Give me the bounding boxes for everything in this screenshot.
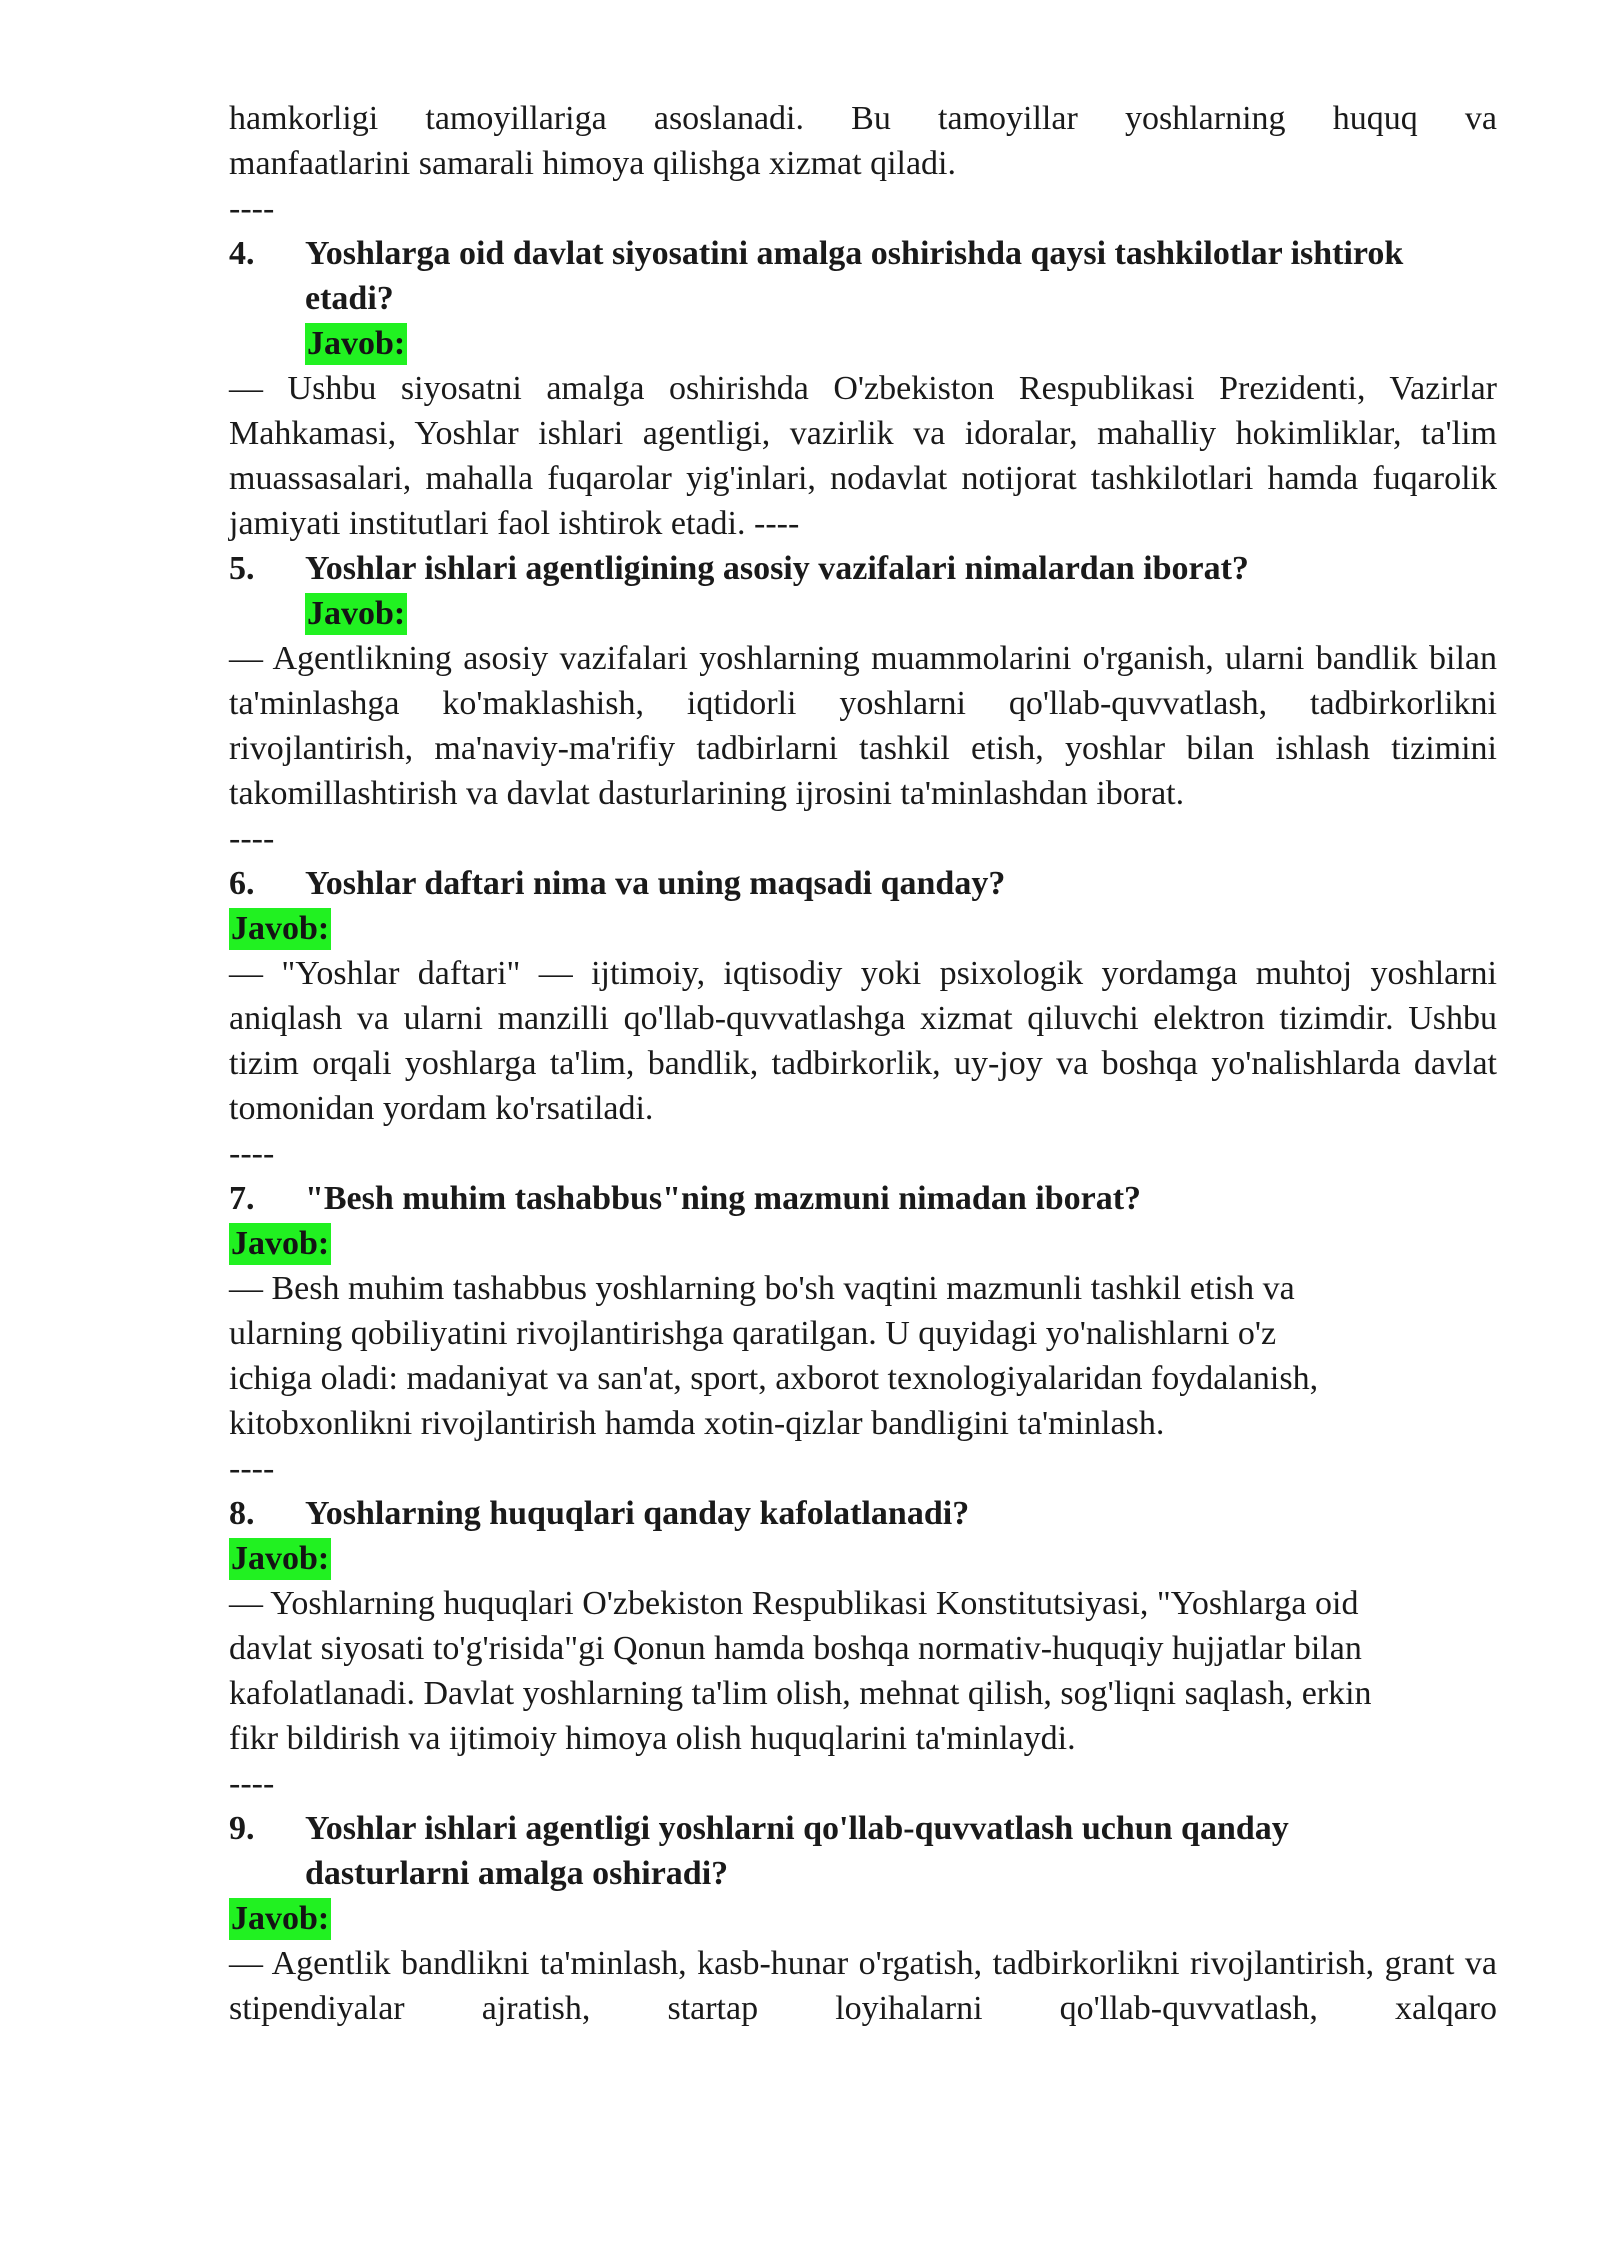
- separator: ----: [229, 1135, 275, 1172]
- javob-label: Javob:: [229, 1223, 331, 1265]
- answer-8-line: davlat siyosati to'g'risida"gi Qonun hamda boshqa normativ-huquqiy hujjatlar bilan: [229, 1630, 1362, 1667]
- question-text: Yoshlar ishlari agentligining asosiy vazifalari nimalardan iborat?: [305, 550, 1249, 587]
- separator: ----: [229, 820, 275, 857]
- answer-7-line: kitobxonlikni rivojlantirish hamda xotin-qizlar bandligini ta'minlash.: [229, 1405, 1165, 1442]
- document-page: [229, 96, 1497, 2031]
- answer-7-line: — Besh muhim tashabbus yoshlarning bo'sh vaqtini mazmunli tashkil etish va: [229, 1270, 1295, 1307]
- javob-label: Javob:: [229, 1898, 331, 1940]
- question-6: [229, 861, 1497, 906]
- intro-line-2: manfaatlarini samarali himoya qilishga xizmat qiladi.: [229, 145, 956, 182]
- question-number: 4.: [229, 235, 255, 272]
- javob-label: Javob:: [305, 323, 407, 365]
- answer-8-line: — Yoshlarning huquqlari O'zbekiston Respublikasi Konstitutsiyasi, "Yoshlarga oid: [229, 1585, 1359, 1622]
- question-number: 5.: [229, 550, 255, 587]
- answer-8-line: fikr bildirish va ijtimoiy himoya olish huquqlarini ta'minlaydi.: [229, 1720, 1076, 1757]
- question-number: 6.: [229, 865, 255, 902]
- question-text: Yoshlar ishlari agentligi yoshlarni qo'llab-quvvatlash uchun qanday dasturlarni amalga oshiradi?: [305, 1810, 1289, 1892]
- answer-7-line: ularning qobiliyatini rivojlantirishga qaratilgan. U quyidagi yo'nalishlarni o'z: [229, 1315, 1277, 1352]
- separator: ----: [229, 1765, 275, 1802]
- separator: ----: [229, 1450, 275, 1487]
- question-number: 9.: [229, 1810, 255, 1847]
- answer-9: — Agentlik bandlikni ta'minlash, kasb-hunar o'rgatish, tadbirkorlikni rivojlantirish, grant va stipendiyalar ajratish, startap loyihalarni qo'llab-quvvatlash, xalqaro: [229, 1945, 1497, 2027]
- question-text: Yoshlarning huquqlari qanday kafolatlanadi?: [305, 1495, 970, 1532]
- javob-label: Javob:: [229, 1538, 331, 1580]
- javob-label: Javob:: [229, 908, 331, 950]
- answer-5: — Agentlikning asosiy vazifalari yoshlarning muammolarini o'rganish, ularni bandlik bilan ta'minlashga ko'maklashish, iqtidorli yoshlarni qo'llab-quvvatlash, tadbirkorlikni rivojlantirish, ma'naviy-ma'rifiy tadbirlarni tashkil etish, yoshlar bilan ishlash tizimini takomillashtirish va davlat dasturlarining ijrosini ta'minlashdan iborat.: [229, 640, 1497, 812]
- answer-7-line: ichiga oladi: madaniyat va san'at, sport, axborot texnologiyalaridan foydalanish,: [229, 1360, 1319, 1397]
- question-text: Yoshlar daftari nima va uning maqsadi qanday?: [305, 865, 1006, 902]
- answer-4: — Ushbu siyosatni amalga oshirishda O'zbekiston Respublikasi Prezidenti, Vazirlar Mahkamasi, Yoshlar ishlari agentligi, vazirlik va idoralar, mahalliy hokimliklar, ta'lim muassasalari, mahalla fuqarolar yig'inlari, nodavlat notijorat tashkilotlari hamda fuqarolik jamiyati institutlari faol ishtirok etadi. ----: [229, 370, 1497, 542]
- question-number: 7.: [229, 1180, 255, 1217]
- question-number: 8.: [229, 1495, 255, 1532]
- question-text: "Besh muhim tashabbus"ning mazmuni nimadan iborat?: [305, 1180, 1142, 1217]
- answer-8-line: kafolatlanadi. Davlat yoshlarning ta'lim olish, mehnat qilish, sog'liqni saqlash, erkin: [229, 1675, 1372, 1712]
- question-4: [229, 231, 1497, 321]
- question-8: [229, 1491, 1497, 1536]
- question-7: [229, 1176, 1497, 1221]
- separator: ----: [229, 190, 275, 227]
- question-5: [229, 546, 1497, 591]
- question-text: Yoshlarga oid davlat siyosatini amalga oshirishda qaysi tashkilotlar ishtirok etadi?: [305, 235, 1404, 317]
- answer-6: — "Yoshlar daftari" — ijtimoiy, iqtisodiy yoki psixologik yordamga muhtoj yoshlarni aniqlash va ularni manzilli qo'llab-quvvatlashga xizmat qiluvchi elektron tizimdir. Ushbu tizim orqali yoshlarga ta'lim, bandlik, tadbirkorlik, uy-joy va boshqa yo'nalishlarda davlat tomonidan yordam ko'rsatiladi.: [229, 955, 1497, 1127]
- intro-line-1: hamkorligi tamoyillariga asoslanadi. Bu tamoyillar yoshlarning huquq va: [229, 100, 1497, 137]
- question-9: [229, 1806, 1497, 1896]
- javob-label: Javob:: [305, 593, 407, 635]
